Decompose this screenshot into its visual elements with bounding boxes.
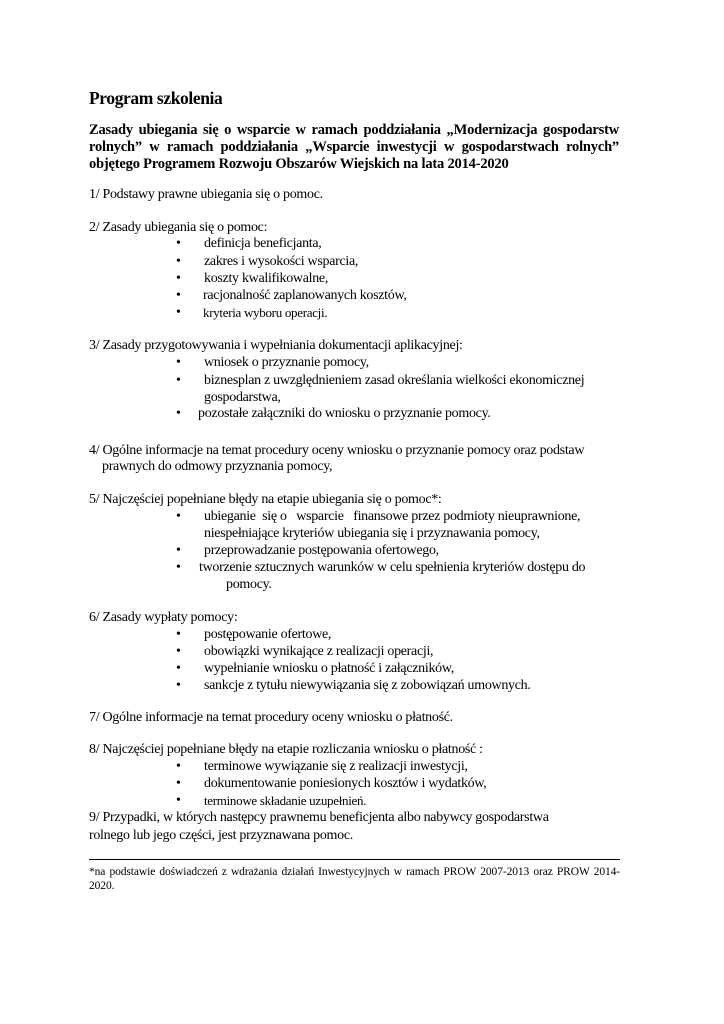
bullet-icon: • [176, 288, 181, 303]
list-item: kryteria wyboru operacji. [203, 305, 328, 320]
section-1: 1/ Podstawy prawne ubiegania się o pomoc. [89, 187, 323, 202]
bullet-icon: • [176, 509, 181, 524]
intro-paragraph: Zasady ubiegania się o wsparcie w ramach poddziałania „Modernizacja gospodarstw rolnych” w ramach poddziałania „Wsparcie inwestycji w gospodarstwach rolnych” objętego Programem Rozwoju Obszarów Wiejskich na lata 2014-2020 [89, 122, 619, 172]
bullet-icon: • [176, 776, 181, 791]
page-title: Program szkolenia [89, 88, 223, 108]
list-item: racjonalność zaplanowanych kosztów, [203, 288, 407, 303]
list-item: terminowe składanie uzupełnień. [204, 793, 367, 808]
list-item: obowiązki wynikające z realizacji operacji, [204, 644, 434, 659]
bullet-icon: • [176, 355, 181, 370]
footnote-divider [89, 859, 620, 860]
list-item: zakres i wysokości wsparcia, [204, 254, 359, 269]
list-item: przeprowadzanie postępowania ofertowego, [204, 543, 439, 558]
bullet-icon: • [176, 678, 181, 693]
list-item: postępowanie ofertowe, [204, 627, 332, 642]
list-item: wypełnianie wniosku o płatność i załączników, [204, 661, 454, 676]
bullet-icon: • [176, 627, 181, 642]
list-item: sankcje z tytułu niewywiązania się z zobowiązań umownych. [204, 678, 531, 693]
list-item: pozostałe załączniki do wniosku o przyznanie pomocy. [198, 406, 491, 421]
section-4-line-2: prawnych do odmowy przyznania pomocy, [102, 459, 333, 474]
section-5-heading: 5/ Najczęściej popełniane błędy na etapie ubiegania się o pomoc*: [89, 492, 442, 507]
list-item-continuation: gospodarstwa, [204, 390, 281, 405]
section-9-line-2: rolnego lub jego części, jest przyznawana pomoc. [89, 828, 353, 843]
bullet-icon: • [176, 661, 181, 676]
list-item: ubieganie się o wsparcie finansowe przez podmioty nieuprawnione, [204, 509, 581, 524]
list-item: dokumentowanie poniesionych kosztów i wydatków, [204, 776, 487, 791]
section-7: 7/ Ogólne informacje na temat procedury oceny wniosku o płatność. [89, 710, 453, 725]
list-item-continuation: niespełniające kryteriów ubiegania się i przyznawania pomocy, [204, 526, 540, 541]
bullet-icon: • [176, 759, 181, 774]
section-2-heading: 2/ Zasady ubiegania się o pomoc: [89, 220, 268, 235]
bullet-icon: • [176, 644, 181, 659]
section-8-heading: 8/ Najczęściej popełniane błędy na etapie rozliczania wniosku o płatność : [89, 742, 483, 757]
bullet-icon: • [176, 305, 181, 320]
list-item: koszty kwalifikowalne, [204, 271, 329, 286]
bullet-icon: • [176, 236, 181, 251]
bullet-icon: • [176, 793, 181, 808]
list-item: wniosek o przyznanie pomocy, [204, 355, 369, 370]
section-9-line-1: 9/ Przypadki, w których następcy prawnemu beneficjenta albo nabywcy gospodarstwa [89, 810, 549, 825]
footnote: *na podstawie doświadczeń z wdrażania działań Inwestycyjnych w ramach PROW 2007-2013 oraz PROW 2014-2020. [89, 866, 620, 892]
bullet-icon: • [176, 406, 181, 421]
bullet-icon: • [176, 271, 181, 286]
section-4-line-1: 4/ Ogólne informacje na temat procedury oceny wniosku o przyznanie pomocy oraz podstaw [89, 443, 585, 458]
bullet-icon: • [176, 373, 181, 388]
section-3-heading: 3/ Zasady przygotowywania i wypełniania dokumentacji aplikacyjnej: [89, 338, 463, 353]
list-item: terminowe wywiązanie się z realizacji inwestycji, [204, 759, 468, 774]
list-item: tworzenie sztucznych warunków w celu spełnienia kryteriów dostępu do [199, 560, 586, 575]
list-item: biznesplan z uwzględnieniem zasad określania wielkości ekonomicznej [204, 373, 585, 388]
list-item: definicja beneficjanta, [204, 236, 322, 251]
bullet-icon: • [176, 543, 181, 558]
section-6-heading: 6/ Zasady wypłaty pomocy: [89, 610, 238, 625]
bullet-icon: • [176, 560, 181, 575]
bullet-icon: • [176, 254, 181, 269]
list-item-continuation: pomocy. [226, 577, 272, 592]
